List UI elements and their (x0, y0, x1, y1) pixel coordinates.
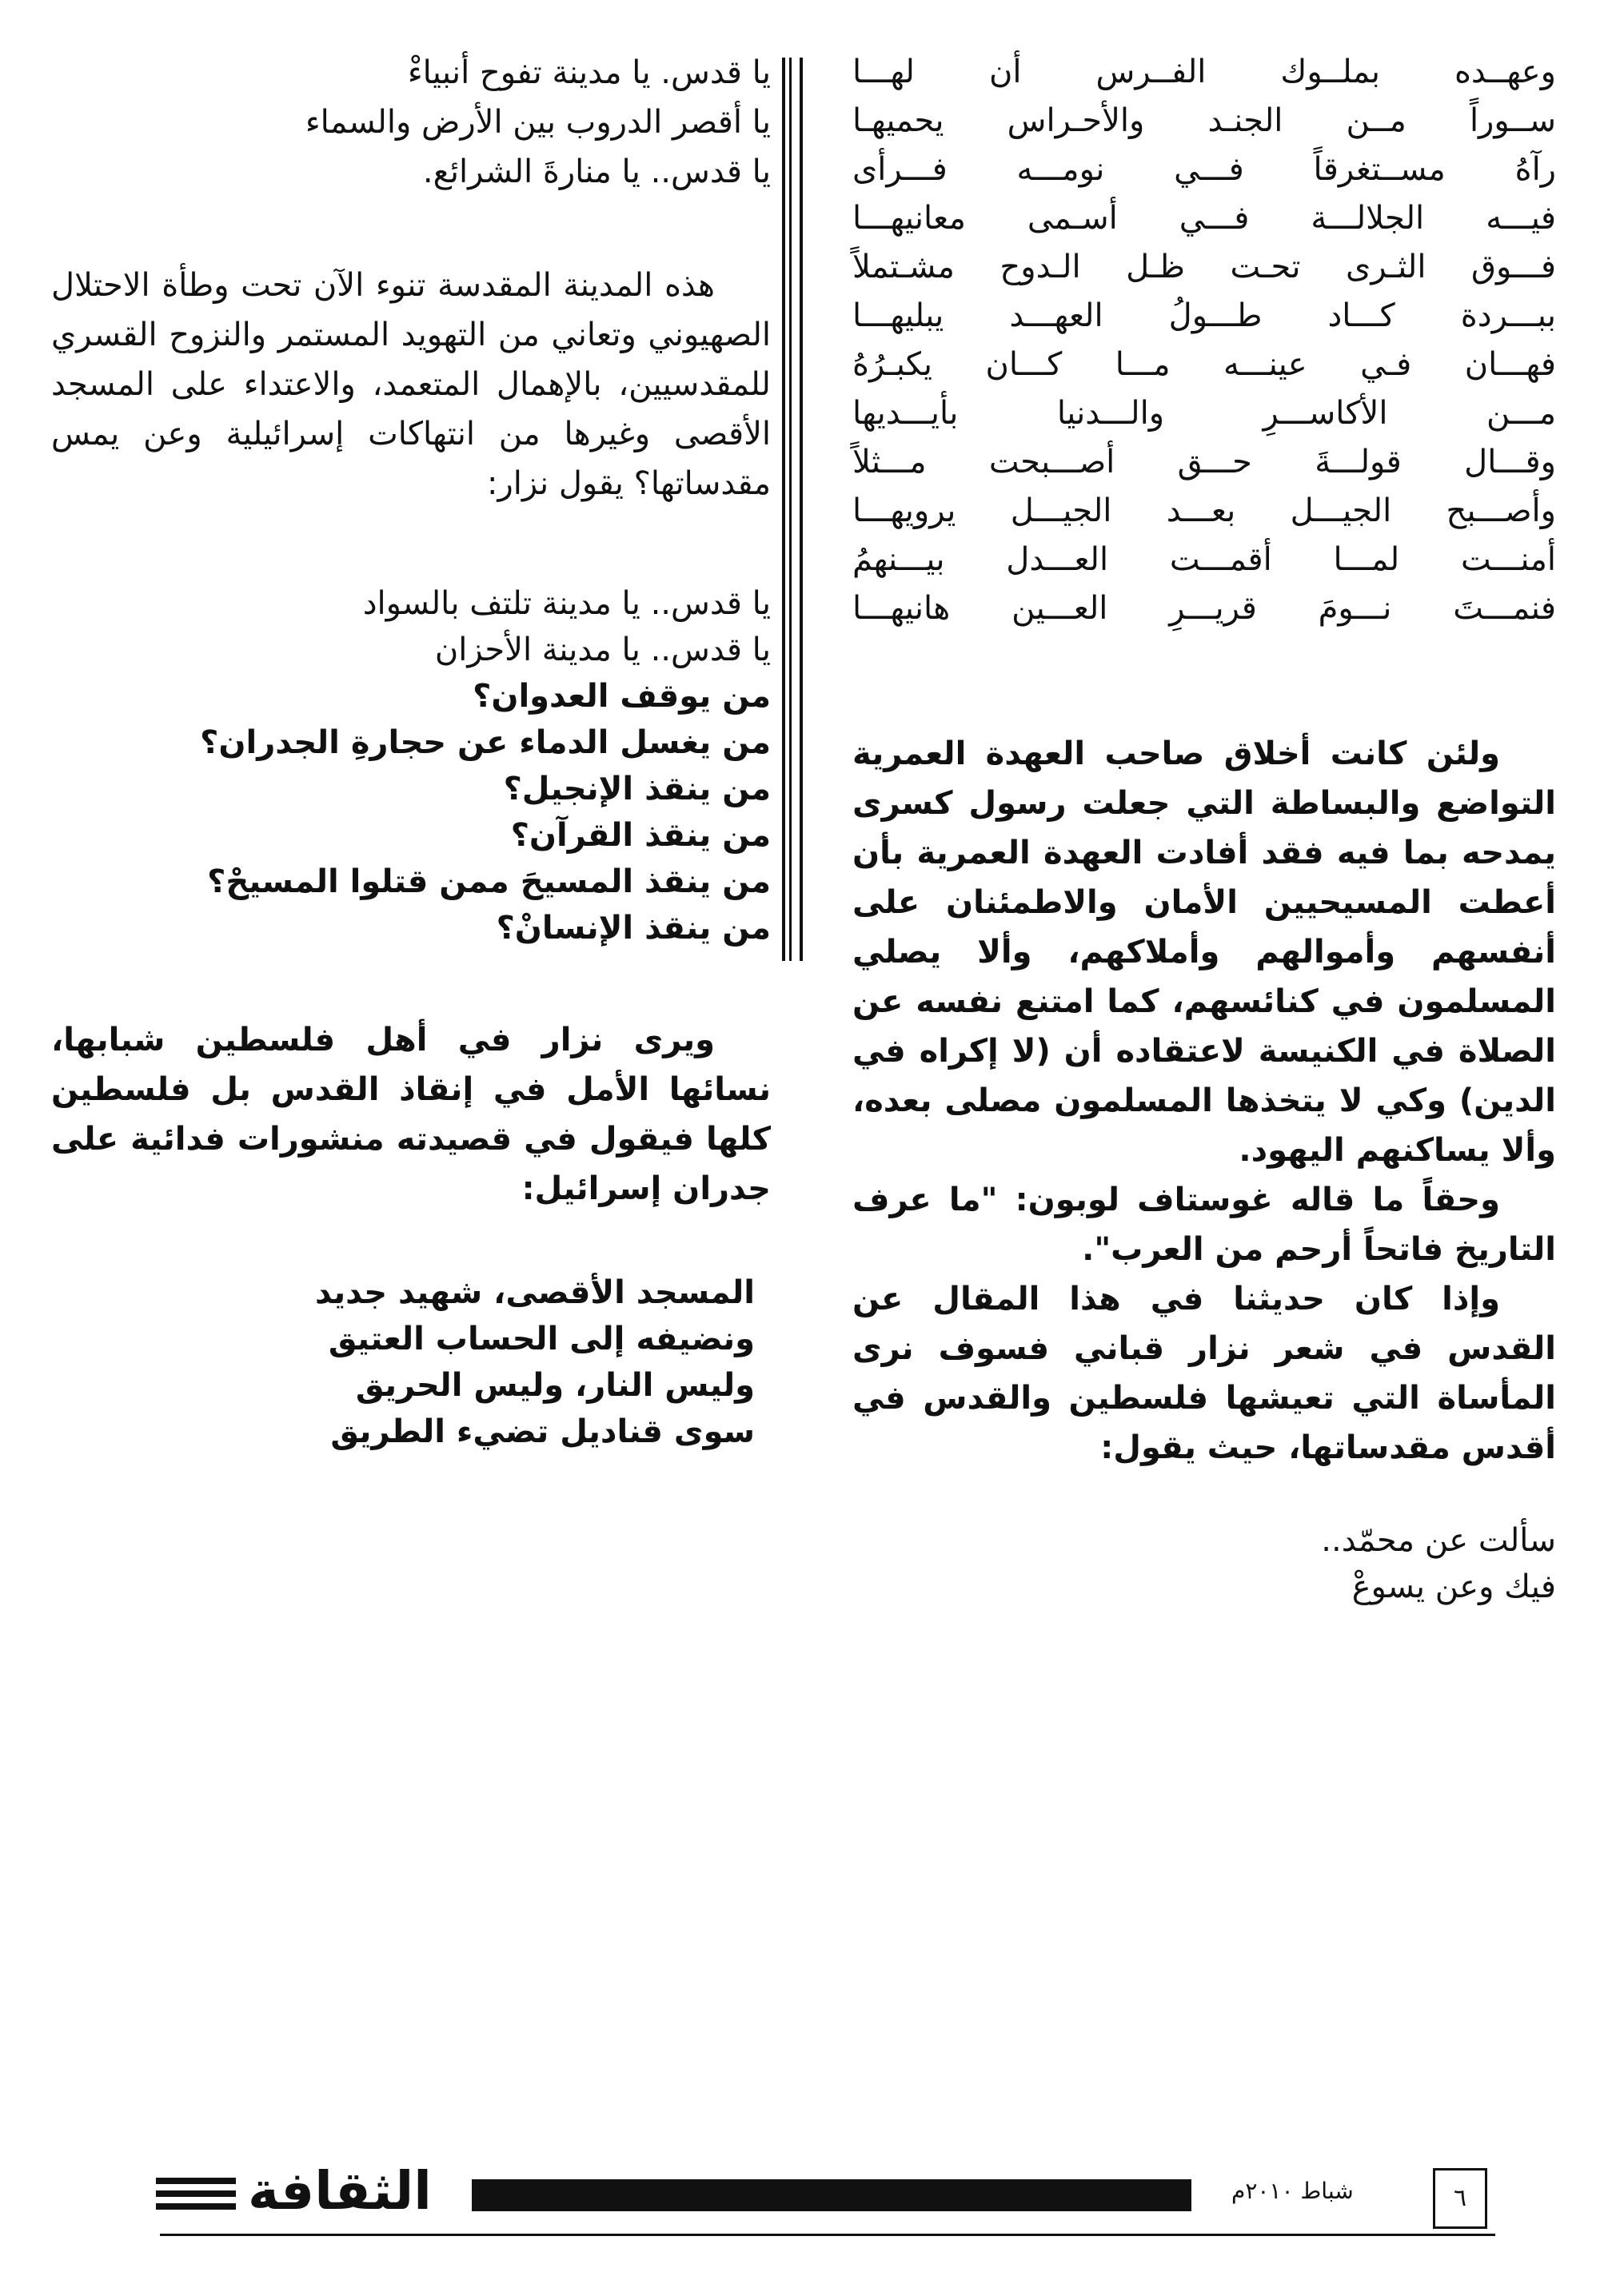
poem-line: مـــن الأكاســـرِ والـــدنيا بأيـــديها (852, 395, 1556, 432)
column-divider (782, 58, 803, 961)
verse-line: يا قدس.. يا مدينة الأحزان (434, 632, 771, 668)
verse-line: فيك وعن يسوعْ (1351, 1569, 1556, 1605)
poem-line: فـــوق الثـرى تحـت ظـل الـدوح مشـتملاً (852, 249, 1556, 285)
verse-line: من ينقذ القرآن؟ (510, 817, 771, 854)
footer-rule (160, 2234, 1495, 2236)
poem-line: رآهُ مســتغرقاً فـــي نومـــه فـــرأى (852, 151, 1556, 188)
paragraph-occupation: هذه المدينة المقدسة تنوء الآن تحت وطأة الاحتلال الصهيوني وتعاني من التهويد المستمر والنزوح القسري للمقدسيين، بالإهمال المتعمد، والاعتداء على المسجد الأقصى وغيرها من انتهاكات إسرائيلية وعن يمس مقدساتها؟ يقول نزار: (51, 267, 771, 502)
verse-line: من ينقذ الإنجيل؟ (503, 771, 771, 807)
page-footer (0, 2151, 1612, 2270)
poem-line: وأصـــبح الجيـــل بعـــد الجيـــل يرويهـــا (852, 492, 1556, 529)
verse-line: المسجد الأقصى، شهيد جديد (315, 1274, 755, 1311)
verse-line: يا قدس. يا مدينة تفوح أنبياءْ (407, 54, 771, 91)
paragraph-le-bon-quote: وحقاً ما قاله غوستاف لوبون: "ما عرف التاريخ فاتحاً أرحم من العرب". (852, 1182, 1556, 1268)
issue-date: شباط ٢٠١٠م (1231, 2178, 1354, 2204)
verse-line: يا قدس.. يا منارةَ الشرائع. (422, 153, 771, 190)
left-column (51, 48, 771, 1455)
verse-line: من يغسل الدماء عن حجارةِ الجدران؟ (200, 724, 771, 761)
poem-line: أمنـــت لمـــا أقمـــت العـــدل بيـــنهمُ (852, 541, 1556, 578)
paragraph-nizar-intro: وإذا كان حديثنا في هذا المقال عن القدس في شعر نزار قباني فسوف نرى المأساة التي تعيشها فلسطين والقدس في أقدس مقدساتها، حيث يقول: (852, 1281, 1556, 1466)
poem-line: وقـــال قولـــةَ حـــق أصـــبحت مـــثلاً (852, 444, 1556, 480)
masthead-stripe (156, 2190, 236, 2197)
footer-band (472, 2179, 1191, 2211)
masthead-stripe (156, 2203, 236, 2210)
poem-line: فيـــه الجلالـــة فـــي أسـمى معانيهـــا (852, 200, 1556, 237)
verse-line: من ينقذ المسيحَ ممن قتلوا المسيحْ؟ (207, 863, 771, 900)
poem-line: فهـــان فـي عينـــه مـــا كـــان يكبـرُهُ (852, 346, 1556, 383)
page-number: ٦ (1433, 2168, 1487, 2229)
poem-line: وعهــده بملــوك الفــرس أن لهـــا (852, 54, 1556, 90)
masthead-stripe (156, 2178, 236, 2184)
right-column (852, 48, 1556, 1610)
verse-line: وليس النار، وليس الحريق (355, 1367, 755, 1404)
verse-line: سألت عن محمّد.. (1321, 1522, 1556, 1559)
poem-line: ببـــردة كـــاد طـــولُ العهـــد يبليهـــا (852, 297, 1556, 334)
paragraph-youth-hope: ويرى نزار في أهل فلسطين شبابها، نسائها الأمل في إنقاذ القدس بل فلسطين كلها فيقول في قصيدته منشورات فدائية على جدران إسرائيل: (51, 1022, 771, 1207)
verse-line: يا قدس.. يا مدينة تلتف بالسواد (362, 585, 771, 622)
masthead-title: الثقافة (248, 2160, 432, 2222)
verse-line: يا أقصر الدروب بين الأرض والسماء (305, 104, 771, 141)
paragraph-umar-covenant: ولئن كانت أخلاق صاحب العهدة العمرية التواضع والبساطة التي جعلت رسول كسرى يمدحه بما فيه فقد أفادت العهدة العمرية بأن أعطت المسيحيين الأمان والاطمئنان على أنفسهم وأموالهم وأملاكهم، وألا يصلي المسلمون في كنائسهم، كما امتنع نفسه عن الصلاة في الكنيسة لاعتقاده أن (لا إكراه في الدين) وكي لا يتخذها المسلمون مصلى بعده، وألا يساكنهم اليهود. (852, 735, 1556, 1169)
verse-line: سوى قناديل تضيء الطريق (330, 1413, 755, 1450)
poem-line: فنمـــتَ نـــومَ قريـــرِ العـــين هانيهـــا (852, 590, 1556, 627)
poem-line: ســوراً مــن الجنـد والأحـراس يحميهـا (852, 102, 1556, 139)
verse-line: من ينقذ الإنسانْ؟ (496, 910, 771, 947)
verse-line: من يوقف العدوان؟ (473, 678, 771, 715)
verse-line: ونضيفه إلى الحساب العتيق (328, 1321, 755, 1357)
classical-poem (852, 48, 1556, 633)
